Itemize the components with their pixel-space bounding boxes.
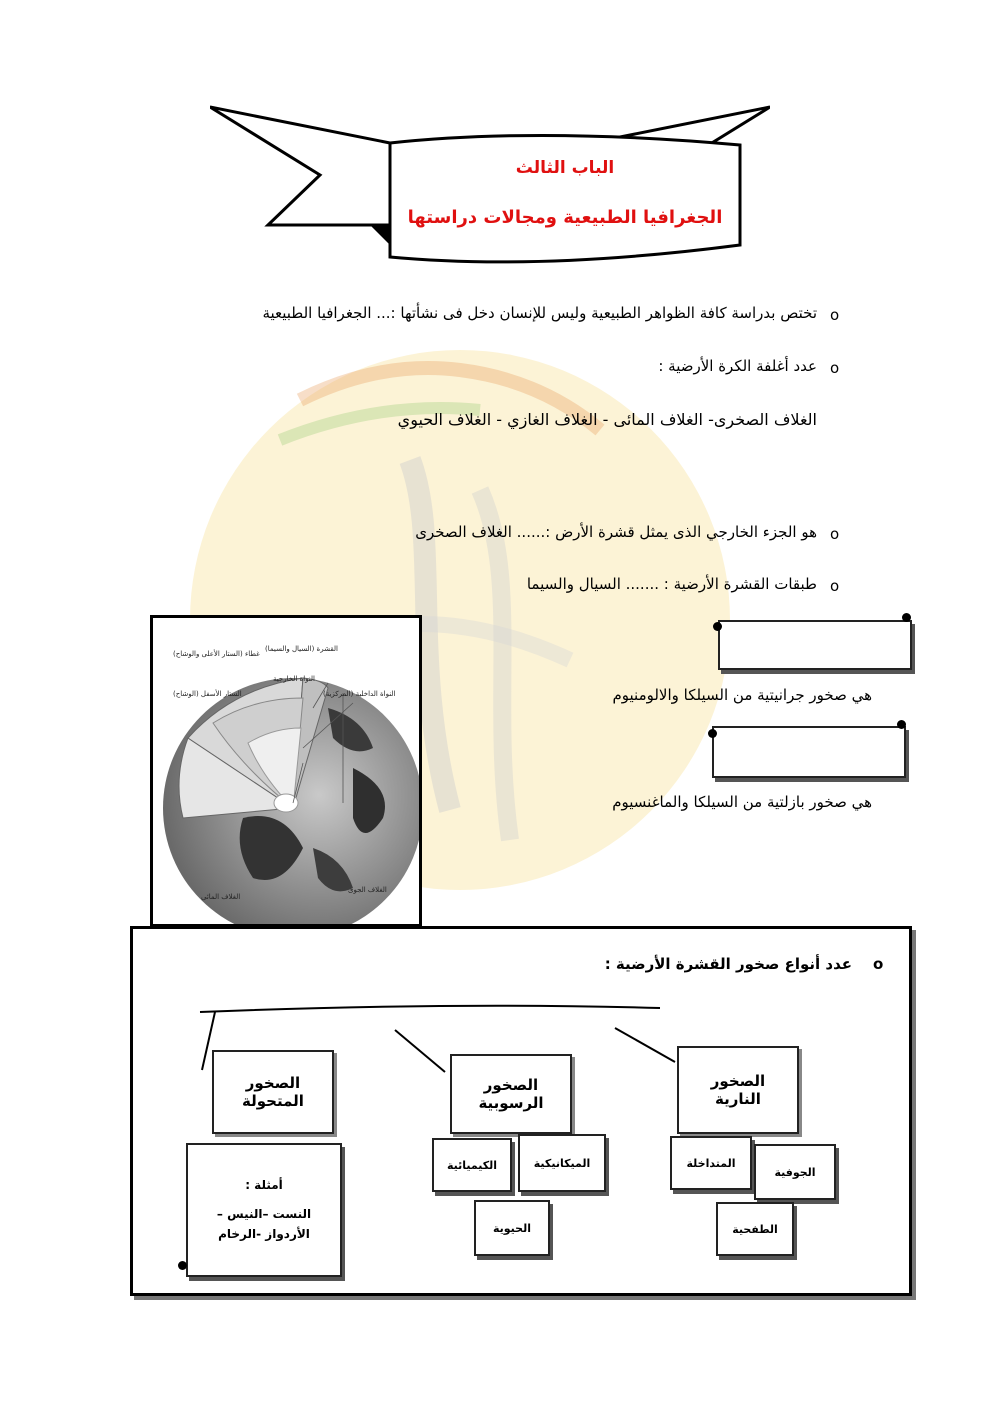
scroll-curl-icon	[897, 720, 906, 729]
sial-description: هي صخور جرانيتية من السيلكا والالومنيوم	[612, 686, 872, 704]
header-banner	[210, 95, 770, 275]
label-hydrosphere: الغلاف المائى	[201, 893, 241, 901]
igneous-type-intrusive: المتداخلة	[670, 1136, 752, 1190]
sedimentary-line2: الرسوبية	[478, 1094, 544, 1112]
bullet-5: o	[830, 577, 840, 595]
metamorphic-rocks-box	[212, 1050, 334, 1134]
sedimentary-rocks-box	[450, 1054, 572, 1134]
examples-title: أمثلة :	[245, 1178, 283, 1193]
igneous-rocks-box	[677, 1046, 799, 1134]
metamorphic-line1: الصخور	[245, 1074, 301, 1092]
item-3-text: الغلاف الصخرى- الغلاف المائى - الغلاف الغازي - الغلاف الحيوي	[397, 410, 817, 429]
igneous-type-plutonic: الجوفية	[754, 1144, 836, 1200]
chapter-title: الباب الثالث	[515, 158, 615, 178]
examples-line1: النست –النيس –	[216, 1206, 312, 1221]
label-crust: القشرة (السيال والسيما)	[265, 645, 338, 653]
sedimentary-type-biological: الحيوية	[474, 1200, 550, 1256]
rocks-bullet: o	[873, 955, 884, 973]
igneous-line1: الصخور	[710, 1072, 766, 1090]
examples-line2: الأردواز -الرخام	[218, 1227, 310, 1242]
sial-label-box	[718, 620, 912, 670]
metamorphic-line2: المتحولة	[242, 1092, 304, 1110]
bullet-4: o	[830, 525, 840, 543]
label-outer-core: النواة الخارجية	[273, 675, 315, 683]
sedimentary-line1: الصخور	[483, 1076, 539, 1094]
label-inner-core: النواة الداخلية (المركزية)	[323, 690, 396, 698]
page-title: الجغرافيا الطبيعية ومجالات دراستها	[407, 207, 723, 228]
scroll-curl-icon	[713, 622, 722, 631]
globe-image	[153, 618, 419, 924]
sedimentary-type-mechanical: الميكانيكية	[518, 1134, 606, 1192]
label-lower-mantle: الستار الأسفل (الوشاح)	[173, 690, 242, 698]
scroll-curl-icon	[178, 1261, 187, 1270]
sima-description: هي صخور بازلتية من السيلكا والماغنسيوم	[612, 793, 872, 811]
bullet-1: o	[830, 306, 840, 324]
item-1-text: تختص بدراسة كافة الظواهر الطبيعية وليس للإنسان دخل فى نشأتها :... الجغرافيا الطبيعية	[262, 304, 817, 322]
earth-layers-figure	[150, 615, 422, 927]
scroll-curl-icon	[708, 729, 717, 738]
igneous-line2: النارية	[715, 1090, 761, 1108]
bullet-2: o	[830, 359, 840, 377]
scroll-curl-icon	[902, 613, 911, 622]
sima-label-box	[712, 726, 906, 778]
item-5-text: طبقات القشرة الأرضية : ....... السيال والسيما	[526, 575, 817, 593]
rocks-question: عدد أنواع صخور القشرة الأرضية :	[604, 955, 852, 973]
label-atmosphere: الغلاف الجوى	[348, 886, 387, 894]
metamorphic-examples-box	[186, 1143, 342, 1277]
sedimentary-type-chemical: الكيميائية	[432, 1138, 512, 1192]
label-upper-mantle: غطاء (الستار الأعلى والوشاح)	[173, 650, 260, 658]
item-4-text: هو الجزء الخارجي الذى يمثل قشرة الأرض :...... الغلاف الصخرى	[415, 523, 817, 541]
item-2-text: عدد أغلفة الكرة الأرضية :	[658, 357, 817, 375]
igneous-type-extrusive: الطفحية	[716, 1202, 794, 1256]
